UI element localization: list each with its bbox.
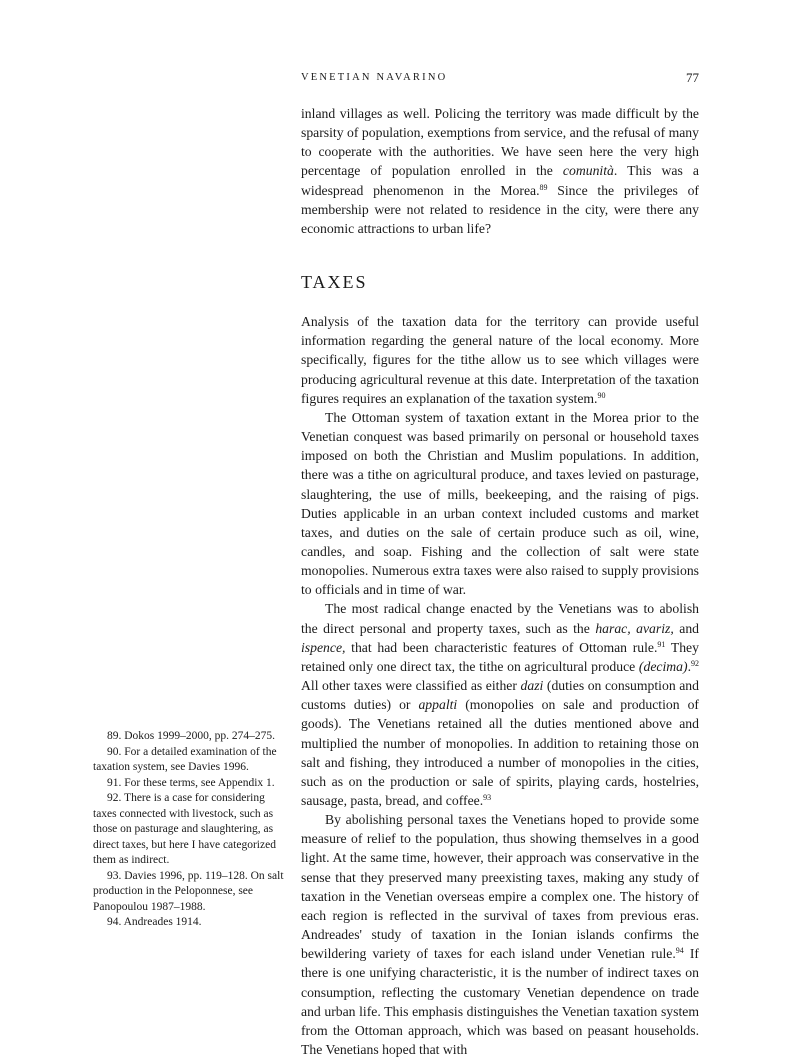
footnote-90: 90. For a detailed examination of the taxation system, see Davies 1996. — [93, 745, 277, 773]
paragraph-2: Analysis of the taxation data for the territory can provide useful information regarding the general nature of the local economy. More specifically, figures for the tithe allow us to see which villages were producing agricultural revenue at this date. Interpretation of the taxation figures requires an explanation of the taxation system.$^{90}$ — [301, 314, 699, 406]
footnote-89: 89. Dokos 1999–2000, pp. 274–275. — [107, 730, 276, 742]
footnotes — [93, 729, 286, 931]
footnote-ref-90: 90 — [597, 390, 606, 400]
paragraph-1: inland villages as well. Policing the territory was made difficult by the sparsity of population, exemptions from service, and the refusal of many to cooperate with the authorities. We have seen here the very high percentage of population enrolled in the comunità. This was a widespread phenomenon in the Morea.$^{89}$ Since the privileges of membership were not related to residence in the city, were there any economic attractions to urban life? — [301, 106, 699, 236]
main-text — [301, 104, 699, 1059]
running-title: VENETIAN NAVARINO — [301, 72, 448, 83]
running-head — [301, 70, 699, 86]
paragraph-3: The Ottoman system of taxation extant in the Morea prior to the Venetian conquest was based primarily on personal or household taxes imposed on both the Christian and Muslim populations. In addition, there was a tithe on agricultural produce, and taxes levied on pasturage, slaughtering, the use of mills, beekeeping, and the raising of pigs. Duties applicable in an urban context included customs and market taxes, and duties on the sale of certain produce such as oil, wine, candles, and soap. Fishing and the collection of salt were state monopolies. Numerous extra taxes were also raised to supply provisions to officials and in time of war. — [301, 409, 699, 598]
footnote-91: 91. For these terms, see Appendix 1. — [107, 776, 275, 789]
paragraph-4: The most radical change enacted by the Venetians was to abolish the direct personal and property taxes, such as the harac, avariz, and ispence, that had been characteristic features of Ottoman rule.$^{91}$ They retained only one direct tax, the tithe on agricultural produce (decima).$^{92}$ All other taxes were classified as either dazi (duties on consumption and customs duties) or appalti (monopolies on sale and production of goods). The Venetians retained all the duties mentioned above and multiplied the number of monopolies. In addition to retaining those on salt and fishing, they introduced a number of monopolies in the cities, such as on the production or sale of spirits, playing cards, hostelries, sausage, pasta, bread, and coffee.$^{93}$ — [301, 601, 700, 808]
paragraph-5: By abolishing personal taxes the Venetians hoped to provide some measure of relief to the population, thus showing themselves in a good light. At the same time, however, their approach was conservative in the sense that they preserved many preexisting taxes, making any study of taxation in the Venetian overseas empire a complex one. The history of each region is reflected in the survival of taxes from previous eras. Andreades' study of taxation in the Ionian islands confirms the bewildering variety of taxes for each island under Venetian rule.$^{94}$ If there is one unifying characteristic, it is the number of indirect taxes on consumption, reflecting the customary Venetian dependence on trade and urban life. This emphasis distinguishes the Venetian taxation system from the Ottoman approach, which was based on peasant households. The Venetians hoped that with — [301, 812, 699, 1058]
footnote-ref-89: 89 — [539, 182, 548, 192]
footnote-ref-91: 91 — [657, 639, 666, 649]
footnote-ref-93: 93 — [483, 793, 492, 802]
footnote-92: 92. There is a case for considering taxes connected with livestock, such as those on pasturage and slaughtering, as direct taxes, but here I have categorized them as indirect. — [93, 792, 276, 866]
footnote-93: 93. Davies 1996, pp. 119–128. On salt production in the Peloponnese, see Panopoulou 1987–1988. — [93, 869, 284, 913]
section-heading-taxes: TAXES — [301, 272, 368, 293]
footnote-94: 94. Andreades 1914. — [107, 916, 202, 928]
page-number: 77 — [686, 70, 699, 85]
footnote-ref-92: 92 — [691, 658, 699, 668]
footnote-ref-94: 94 — [675, 946, 684, 956]
